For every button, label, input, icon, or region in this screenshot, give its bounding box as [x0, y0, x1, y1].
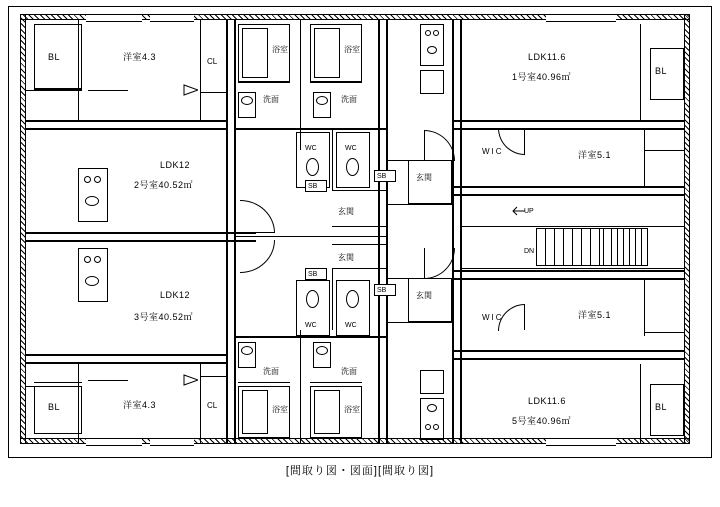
door-slide-top-left: [88, 90, 128, 91]
window-bottom-1: [86, 438, 142, 446]
label-wic-bottom: WIC: [482, 313, 504, 322]
exterior-wall-right: [684, 14, 690, 444]
wall-v-bath-sep-top: [300, 20, 301, 150]
label-ldk-unit1: LDK11.6: [528, 52, 566, 62]
wall-v-left-core-b: [234, 20, 236, 444]
label-bath-bottom-left: 浴室: [272, 405, 288, 414]
washbasin-bowl-bottom-left: [241, 346, 253, 355]
wall-h-right-2b: [452, 194, 684, 196]
label-genkan-top: 玄関: [416, 173, 432, 182]
corridor-line-mid: [234, 236, 386, 237]
wall-stair-top: [460, 226, 684, 227]
label-wc-bottom-left: WC: [305, 322, 317, 329]
stove-burner-unit2-b: [94, 176, 101, 183]
wall-h-left-1: [26, 120, 226, 122]
kitchen-unit2: [78, 168, 108, 222]
sink-unit3: [85, 276, 99, 286]
stair-up-arrow-icon: [512, 206, 526, 216]
wall-h-left-2: [26, 232, 256, 234]
toilet-top-right: [346, 158, 359, 176]
wall-h-left-3: [26, 354, 226, 356]
wall-v-top-right-bl2: [644, 128, 645, 186]
wall-h-right-3: [452, 270, 684, 272]
wall-stair-bottom: [460, 268, 684, 269]
window-top-1: [86, 14, 142, 22]
wall-cl-bottom-left-b: [200, 376, 226, 377]
stove-burner-unit1-a: [425, 30, 431, 36]
label-sb-bottom-right: SB: [377, 287, 387, 294]
wall-cl-top-left-b: [200, 92, 226, 93]
toilet-top-left: [306, 158, 319, 176]
wall-v-balcony-top-left: [78, 20, 79, 120]
label-genkan-bottom: 玄関: [416, 291, 432, 300]
wall-v-bottom-right-bl: [640, 364, 641, 444]
label-bath-bottom-right: 浴室: [344, 405, 360, 414]
label-youshitsu-unit1: 洋室5.1: [578, 150, 612, 160]
wall-v-left-core: [226, 20, 228, 444]
staircase-upper-outline: [604, 228, 648, 266]
wall-h-left-2b: [26, 240, 256, 242]
wall-h-right-4b: [452, 358, 684, 360]
wall-h-right-1: [452, 120, 684, 122]
label-bath-top-right: 浴室: [344, 45, 360, 54]
stove-burner-unit3-b: [94, 256, 101, 263]
wall-h-balcony-bottom-left: [26, 386, 82, 387]
wall-h-right-4: [452, 350, 684, 352]
wall-v-mid-a: [378, 20, 380, 444]
window-bottom-right: [546, 438, 616, 446]
door-leaf-entry-bottom: [424, 248, 425, 278]
wall-v-balcony-bottom-left: [78, 362, 79, 444]
label-washitsu-bottom-left: 洋室4.3: [123, 400, 157, 410]
label-cl-top-left: CL: [207, 57, 218, 66]
label-bl-top-left: BL: [48, 52, 61, 62]
wall-v-top-right-bl: [640, 24, 641, 120]
washbasin-bowl-top-left: [241, 96, 253, 105]
label-wc-bottom-right: WC: [345, 322, 357, 329]
wall-wash-bath-bottom-left: [238, 382, 290, 383]
wall-h-genkan-top-b: [386, 204, 452, 205]
door-arrow-top-left: [182, 84, 198, 96]
wall-v-right-a: [452, 20, 454, 444]
stove-burner-unit5-a: [425, 424, 431, 430]
appliance-unit5: [420, 370, 444, 394]
bathtub-top-right: [314, 28, 340, 78]
wall-genkan-mid-top: [332, 190, 386, 191]
label-ldk-unit5: LDK11.6: [528, 396, 566, 406]
label-wash-bottom-left: 洗面: [263, 367, 279, 376]
wall-h-genkan-bottom-b: [386, 322, 452, 323]
appliance-unit1: [420, 70, 444, 94]
label-ldk-unit3-area: 3号室40.52㎡: [134, 312, 194, 322]
sink-unit5: [427, 404, 437, 412]
wall-cl-top-left: [200, 20, 201, 120]
stove-burner-unit5-b: [433, 424, 439, 430]
wall-wash-bath-bottom-right: [310, 382, 362, 383]
label-bl-top-right: BL: [655, 66, 668, 76]
bathtub-bottom-left: [242, 390, 268, 434]
door-leaf-entry-top: [424, 130, 425, 160]
label-bath-top-left: 浴室: [272, 45, 288, 54]
label-genkan-mid2: 玄関: [338, 253, 354, 262]
kitchen-unit3: [78, 248, 108, 302]
wall-genkan-mid-bot: [332, 226, 386, 227]
window-top-2: [150, 14, 194, 22]
door-balcony-bottom-left: [34, 382, 82, 383]
label-ldk-unit2-area: 2号室40.52㎡: [134, 180, 194, 190]
door-balcony-top-right: [644, 150, 684, 151]
wall-h-wash-wc-top: [234, 128, 386, 130]
label-ldk-unit1-area: 1号室40.96㎡: [512, 72, 572, 82]
label-genkan-mid: 玄関: [338, 207, 354, 216]
wall-h-right-3b: [452, 278, 684, 280]
wall-v-wc-sep-bottom: [332, 268, 333, 330]
door-leaf-wic-top: [524, 128, 525, 154]
wall-h-left-3b: [26, 362, 226, 364]
label-cl-bottom-left: CL: [207, 401, 218, 410]
figure-caption: [間取り図・図面][間取り図]: [285, 465, 435, 477]
bathtub-bottom-right: [314, 390, 340, 434]
label-wash-bottom-right: 洗面: [341, 367, 357, 376]
label-wic-top: WIC: [482, 147, 504, 156]
stove-burner-unit1-b: [433, 30, 439, 36]
door-slide-bottom-left: [88, 380, 128, 381]
label-bl-bottom-left: BL: [48, 402, 61, 412]
label-sb-top-left: SB: [308, 183, 318, 190]
label-wc-top-right: WC: [345, 145, 357, 152]
sink-unit1: [427, 46, 437, 54]
wall-v-bottom-right-bl2: [644, 278, 645, 336]
door-leaf-wic-bottom: [524, 304, 525, 330]
door-arrow-bottom-left: [182, 374, 198, 386]
wall-genkan-mid2-top: [332, 244, 386, 245]
wall-v-right-b: [460, 20, 462, 444]
wall-h-left-1b: [26, 128, 226, 130]
door-balcony-bottom-right: [644, 332, 684, 333]
staircase: [536, 228, 604, 266]
wall-bath-wash-top-left: [238, 82, 290, 83]
wall-h-right-2: [452, 186, 684, 188]
toilet-bottom-right: [346, 290, 359, 308]
wall-v-bath-sep-bottom: [300, 330, 301, 444]
label-sb-top-right: SB: [377, 173, 387, 180]
bathtub-top-left: [242, 28, 268, 78]
wall-h-genkan-bottom: [386, 278, 452, 279]
window-bottom-2: [150, 438, 194, 446]
label-youshitsu-unit5: 洋室5.1: [578, 310, 612, 320]
wall-h-right-1b: [452, 128, 684, 130]
stove-burner-unit3-a: [84, 256, 91, 263]
label-ldk-unit3: LDK12: [160, 290, 191, 300]
exterior-wall-left: [20, 14, 26, 444]
wall-h-genkan-top: [386, 160, 452, 161]
window-top-right: [546, 14, 616, 22]
wall-genkan-mid2-bot: [332, 268, 386, 269]
label-stair-up: UP: [524, 208, 534, 215]
wall-h-balcony-top-left: [26, 90, 82, 91]
label-ldk-unit5-area: 5号室40.96㎡: [512, 416, 572, 426]
door-leaf-hall-left-top: [240, 232, 274, 233]
label-bl-bottom-right: BL: [655, 402, 668, 412]
wall-cl-bottom-left: [200, 362, 201, 444]
label-stair-dn: DN: [524, 248, 535, 255]
kitchen-unit1: [420, 24, 444, 66]
label-washitsu-top-left: 洋室4.3: [123, 52, 157, 62]
wall-v-wc-sep-top: [332, 130, 333, 190]
label-wc-top-left: WC: [305, 145, 317, 152]
stove-burner-unit2-a: [84, 176, 91, 183]
label-wash-top-left: 洗面: [263, 95, 279, 104]
washbasin-bowl-bottom-right: [316, 346, 328, 355]
label-sb-bottom-left: SB: [308, 271, 318, 278]
label-wash-top-right: 洗面: [341, 95, 357, 104]
wall-bath-wash-top-right: [310, 82, 362, 83]
wall-v-mid-b: [386, 20, 388, 444]
label-ldk-unit2: LDK12: [160, 160, 191, 170]
door-balcony-top-left: [34, 88, 82, 89]
sink-unit2: [85, 196, 99, 206]
toilet-bottom-left: [306, 290, 319, 308]
wall-h-wc-wash-bottom: [234, 336, 386, 338]
washbasin-bowl-top-right: [316, 96, 328, 105]
